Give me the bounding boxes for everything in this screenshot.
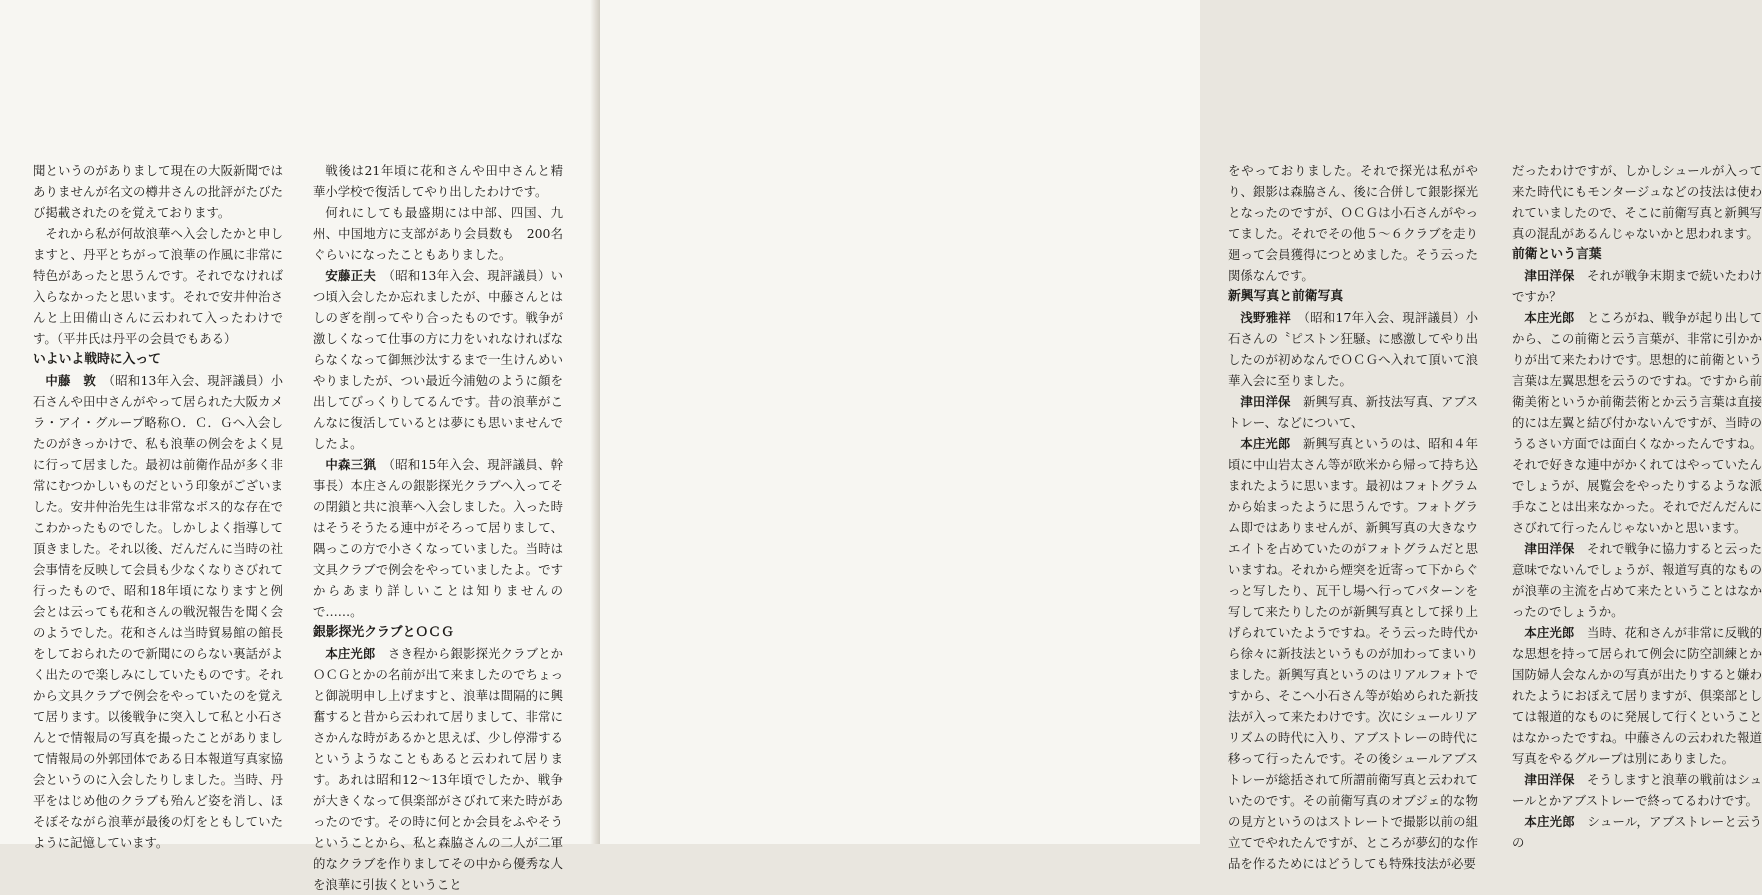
speaker-text: 当時、花和さんが非常に反戦的な思想を持って居られて例会に防空訓練とか国防婦人会なんかの写真が出たりすると嫌われたようにおぼえて居りますが、倶楽部としては報道的なものに発展して行くということはなかったですね。中藤さんの云われた報道写真をやるグループは別にありました。 <box>1512 625 1762 766</box>
speaker-paragraph <box>33 370 283 853</box>
speaker-name: 津田洋保 <box>1524 772 1575 787</box>
speaker-paragraph <box>313 265 563 454</box>
speaker-paragraph <box>1512 538 1762 622</box>
speaker-paragraph <box>1512 307 1762 538</box>
speaker-name: 本庄光郎 <box>1240 436 1291 451</box>
left-page <box>0 0 594 892</box>
speaker-name: 中森三猟 <box>325 457 377 472</box>
column-4 <box>1512 160 1762 853</box>
column-1 <box>33 160 283 853</box>
speaker-paragraph <box>1228 307 1478 391</box>
speaker-name: 本庄光郎 <box>1524 814 1575 829</box>
speaker-text: （昭和15年入会、現評議員、幹事長）本庄さんの銀影探光クラブへ入ってその閉鎖と共に浪華へ入会しました。入った時はそうそうたる連中がそろって居りまして、隅っこの方で小さくなっていました。当時は文具クラブで例会をやっていましたよ。ですからあまり詳しいことは知りませんので……。 <box>313 457 564 619</box>
speaker-paragraph <box>1512 622 1762 769</box>
speaker-paragraph <box>1512 265 1762 307</box>
speaker-name: 本庄光郎 <box>1524 625 1575 640</box>
speaker-text: さき程から銀影探光クラブとかＯＣＧとかの名前が出て来ましたのでちょっと御説明申し上げますと、浪華は間隔的に興奮すると昔から云われて居りまして、非常にさかんな時があるかと思えば、少し停滞するというようなこともあると云われて居ります。あれは昭和12～13年頃でしたか、戦争が大きくなって倶楽部がさびれて来た時があったのです。その時に何とか会員をふやそうということから、私と森脇さんの二人が二軍的なクラブを作りましてその中から優秀な人を浪華に引抜くということ <box>313 646 564 892</box>
speaker-text: それが戦争末期まで続いたわけですか？ <box>1512 268 1762 304</box>
section-heading: 前衛という言葉 <box>1512 247 1602 262</box>
section-heading: いよいよ戦時に入って <box>33 352 161 367</box>
speaker-paragraph <box>1228 433 1478 874</box>
speaker-text: （昭和17年入会、現評議員）小石さんの〝ピストン狂騒〟に感激してやり出したのが初めなんでＯＣＧへ入れて頂いて浪華入会に至りました。 <box>1228 310 1479 388</box>
speaker-paragraph <box>1228 391 1478 433</box>
speaker-text: そうしますと浪華の戦前はシュールとかアブストレーで終ってるわけです。 <box>1512 772 1762 808</box>
speaker-name: 津田洋保 <box>1524 541 1575 556</box>
speaker-paragraph <box>1512 811 1762 853</box>
right-page <box>600 0 1762 871</box>
speaker-name: 安藤正夫 <box>325 268 377 283</box>
body-paragraph: 聞というのがありまして現在の大阪新聞ではありませんが名文の樽井さんの批評がたびたび掲載されたのを覚えております。 <box>33 163 283 220</box>
body-paragraph: 何れにしても最盛期には中部、四国、九州、中国地方に支部があり会員数も 200名ぐらいになったこともありました。 <box>313 205 563 262</box>
speaker-text: 新興写真、新技法写真、アブストレー、などについて、 <box>1228 394 1478 430</box>
body-paragraph: 戦後は21年頃に花和さんや田中さんと精華小学校で復活してやり出したわけです。 <box>313 163 563 199</box>
column-2 <box>313 160 563 895</box>
section-heading: 銀影探光クラブとＯＣＧ <box>313 625 454 640</box>
speaker-paragraph <box>313 643 563 895</box>
speaker-text: （昭和13年入会、現評議員）小石さんや田中さんがやって居られた大阪カメラ・アイ・グループ略称Ｏ．Ｃ．Ｇへ入会したのがきっかけで、私も浪華の例会をよく見に行って居ました。最初は前衛作品が多く非常にむつかしいものだという印象がございました。安井仲治先生は非常なボス的な存在でこわかったものでした。しかしよく指導して頂きました。それ以後、だんだんに当時の社会事情を反映して会員も少なくなりさびれて行ったもので、昭和18年頃になりますと例会とは云っても花和さんの戦況報告を聞く会のようでした。花和さんは当時貿易館の館長をしておられたので新聞にのらない裏話がよく出たので楽しみにしていたものです。それから文具クラブで例会をやっていたのを覚えて居ります。以後戦争に突入して私と小石さんとで情報局の写真を撮ったことがありまして情報局の外郭団体である日本報道写真家協会というのに入会したりしました。当時、丹平をはじめ他のクラブも殆んど姿を消し、ほそぼそながら浪華が最後の灯をともしていたように記憶しています。 <box>33 373 284 850</box>
speaker-name: 本庄光郎 <box>325 646 376 661</box>
speaker-name: 本庄光郎 <box>1524 310 1575 325</box>
speaker-text: 新興写真というのは、昭和４年頃に中山岩太さん等が欧米から帰って持ち込まれたように思います。最初はフォトグラムから始まったように思うんです。フォトグラム即ではありませんが、新興写真の大きなウエイトを占めていたのがフォトグラムだと思いますね。それから煙突を近寄って下からぐっと写したり、瓦干し場へ行ってパターンを写して来たりしたのが新興写真として採り上げられていたようですね。そう云った時代から徐々に新技法というものが加わってまいりました。新興写真というのはリアルフォトですから、そこへ小石さん等が始められた新技法が入って来たわけです。次にシュールリアリズムの時代に入り、アブストレーの時代に移って行ったんです。その後シュールアブストレーが総括されて所謂前衛写真と云われていたのです。その前衛写真のオブジェ的な物の見方というのはストレートで撮影以前の組立てでやれたんですが、ところが夢幻的な作品を作るためにはどうしても特殊技法が必要 <box>1228 436 1479 871</box>
speaker-name: 津田洋保 <box>1524 268 1575 283</box>
speaker-name: 浅野雅祥 <box>1240 310 1292 325</box>
speaker-paragraph <box>1512 769 1762 811</box>
speaker-name: 中藤 敦 <box>45 373 97 388</box>
speaker-text: シュール，アブストレーと云うの <box>1512 814 1762 850</box>
body-paragraph: だったわけですが、しかしシュールが入って来た時代にもモンタージュなどの技法は使われていましたので、そこに前衛写真と新興写真の混乱があるんじゃないかと思われます。 <box>1512 163 1762 241</box>
speaker-text: ところがね、戦争が起り出してから、この前衛と云う言葉が、非常に引かかりが出て来たわけです。思想的に前衛という言葉は左翼思想を云うのですね。ですから前衛美術というか前衛芸術とか云う言葉は直接的には左翼と結び付かないんですが、当時のうるさい方面では面白くなかったんですね。それで好きな連中がかくれてはやっていたんでしょうが、展覧会をやったりするような派手なことは出来なかった。それでだんだんにさびれて行ったんじゃないかと思います。 <box>1512 310 1762 535</box>
speaker-text: それで戦争に協力すると云った意味でないんでしょうが、報道写真的なものが浪華の主流を占めて来たということはなかったのでしょうか。 <box>1512 541 1762 619</box>
speaker-paragraph <box>313 454 563 622</box>
column-3 <box>1228 160 1478 874</box>
speaker-name: 津田洋保 <box>1240 394 1291 409</box>
body-paragraph: それから私が何故浪華へ入会したかと申しますと、丹平とちがって浪華の作風に非常に特色があったと思うんです。それでなければ入らなかったと思います。それで安井仲治さんと上田備山さんに云われて入ったわけです。（平井氏は丹平の会員でもある） <box>33 226 283 346</box>
speaker-text: （昭和13年入会、現評議員）いつ頃入会したか忘れましたが、中藤さんとはしのぎを削ってやり合ったものです。戦争が激しくなって仕事の方に力をいれなければならなくなって御無沙汰するまで一生けんめいやりましたが、つい最近今浦勉のように顔を出してびっくりしてるんです。昔の浪華がこんなに復活しているとは夢にも思いませんでしたよ。 <box>313 268 564 451</box>
body-paragraph: をやっておりました。それで探光は私がやり、銀影は森脇さん、後に合併して銀影探光となったのですが、ＯＣＧは小石さんがやってました。それでその他５～６クラブを走り廻って会員獲得につとめました。そう云った関係なんです。 <box>1228 163 1478 283</box>
section-heading: 新興写真と前衛写真 <box>1228 289 1344 304</box>
